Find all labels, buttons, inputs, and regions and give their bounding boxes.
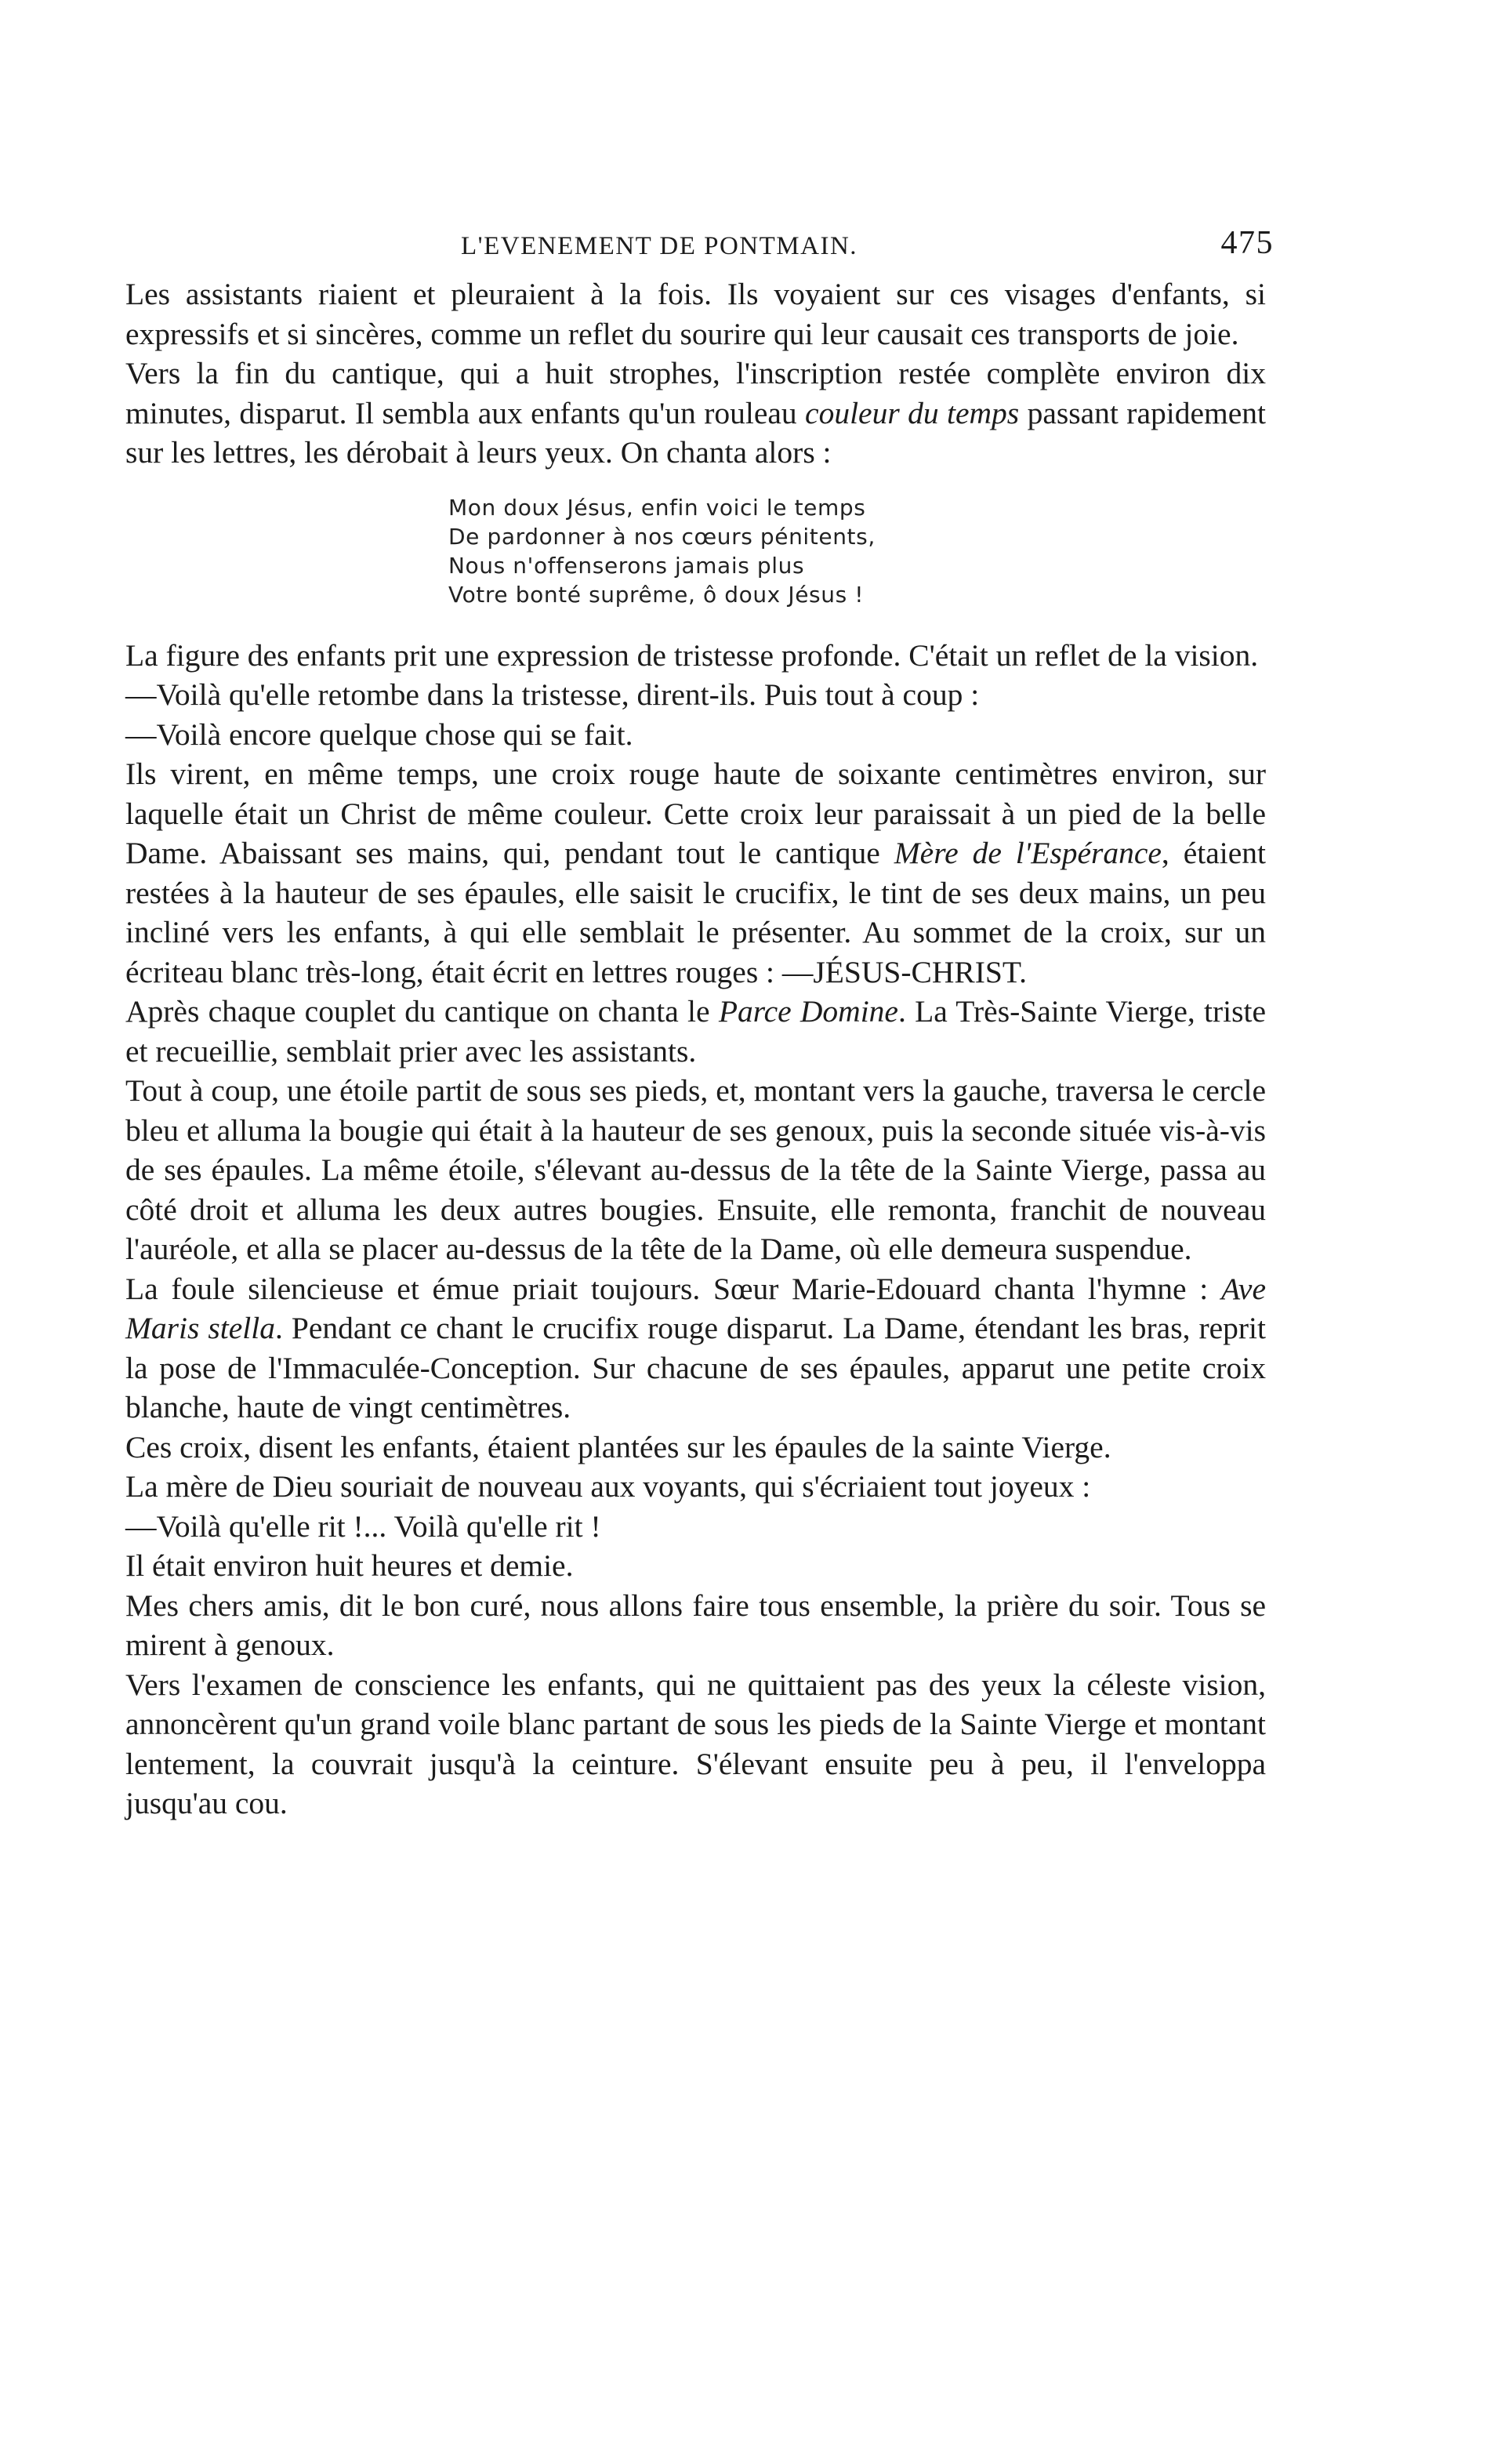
paragraph-2-text-c: passant rapidement sur les lettres, les dérobait à leurs yeux. On chanta alors : bbox=[125, 395, 1266, 470]
paragraph-6-text-a: Ils virent, en même temps, une croix rouge haute de soixante centimètres environ, sur laquelle était un Christ de même couleur. Cette croix leur paraissait à un pied de la belle Dame. Abaissant ses mains, qui, pendant tout le cantique bbox=[125, 757, 1266, 870]
paragraph-15: Vers l'examen de conscience les enfants, qui ne quittaient pas des yeux la céleste vision, annoncèrent qu'un grand voile blanc partant de sous les pieds de la Sainte Vierge et montant lentement, la couvrait jusqu'à la ceinture. S'élevant ensuite peu à peu, il l'enveloppa jusqu'au cou. bbox=[125, 1667, 1266, 1820]
paragraph-3: La figure des enfants prit une expression de tristesse profonde. C'était un reflet de la vision. bbox=[125, 637, 1259, 673]
body-text bbox=[125, 274, 1266, 1823]
paragraph-2-text-a: Vers la fin du cantique, qui a huit strophes, l'inscription restée complète environ dix minutes, disparut. Il sembla aux enfants qu'un rouleau bbox=[125, 356, 1266, 430]
running-title: L'EVENEMENT DE PONTMAIN. bbox=[461, 232, 858, 260]
paragraph-6 bbox=[125, 754, 1266, 992]
paragraph-7-italic: Parce Domine bbox=[718, 994, 898, 1029]
page-number: 475 bbox=[1220, 225, 1274, 261]
paragraph-8: Tout à coup, une étoile partit de sous ses pieds, et, montant vers la gauche, traversa le cercle bleu et alluma la bougie qui était à la hauteur de ses genoux, puis la seconde située vis-à-vis de ses épaules. La même étoile, s'élevant au-dessus de la tête de la Sainte Vierge, passa au côté droit et alluma les deux autres bougies. Ensuite, elle remonta, franchit de nouveau l'auréole, et alla se placer au-dessus de la tête de la Dame, où elle demeura suspendue. bbox=[125, 1073, 1266, 1266]
paragraph-14: Mes chers amis, dit le bon curé, nous allons faire tous ensemble, la prière du soir. Tous se mirent à genoux. bbox=[125, 1588, 1266, 1662]
paragraph-6-italic: Mère de l'Espérance bbox=[894, 836, 1162, 870]
verse-line-2: De pardonner à nos cœurs pénitents, bbox=[448, 523, 876, 550]
verse-spacer bbox=[125, 626, 1266, 636]
running-head bbox=[125, 225, 1274, 274]
paragraph-12: —Voilà qu'elle rit !... Voilà qu'elle rit ! bbox=[125, 1508, 601, 1544]
paragraph-9-text-a: La foule silencieuse et émue priait toujours. Sœur Marie-Edouard chanta l'hymne : bbox=[125, 1271, 1221, 1306]
paragraph-6-text-c: , étaient restées à la hauteur de ses épaules, elle saisit le crucifix, le tint de ses deux mains, un peu incliné vers les enfants, à qui elle semblait le présenter. Au sommet de la croix, sur un écriteau blanc très-long, était écrit en lettres rouges : bbox=[125, 836, 1266, 989]
paragraph-2 bbox=[125, 354, 1266, 473]
paragraph-10: Ces croix, disent les enfants, étaient plantées sur les épaules de la sainte Vierge. bbox=[125, 1429, 1111, 1464]
paragraph-7 bbox=[125, 992, 1266, 1071]
paragraph-13: Il était environ huit heures et demie. bbox=[125, 1548, 574, 1583]
paragraph-9 bbox=[125, 1269, 1266, 1428]
verse-line-3: Nous n'offenserons jamais plus bbox=[448, 552, 805, 579]
paragraph-2-italic: couleur du temps bbox=[805, 395, 1020, 430]
paragraph-5: —Voilà encore quelque chose qui se fait. bbox=[125, 717, 633, 752]
paragraph-9-text-c: . Pendant ce chant le crucifix rouge disparut. La Dame, étendant les bras, reprit la pose de l'Immaculée-Conception. Sur chacune de ses épaules, apparut une petite croix blanche, haute de vingt centimètres. bbox=[125, 1311, 1266, 1424]
verse-line-1: Mon doux Jésus, enfin voici le temps bbox=[448, 494, 866, 521]
paragraph-11: La mère de Dieu souriait de nouveau aux voyants, qui s'écriaient tout joyeux : bbox=[125, 1469, 1091, 1504]
book-page bbox=[125, 225, 1274, 1823]
paragraph-9-italic: Ave Maris stella bbox=[125, 1271, 1266, 1345]
paragraph-4: —Voilà qu'elle retombe dans la tristesse, dirent-ils. Puis tout à coup : bbox=[125, 677, 980, 712]
paragraph-1: Les assistants riaient et pleuraient à la fois. Ils voyaient sur ces visages d'enfants, si expressifs et si sincères, comme un reflet du sourire qui leur causait ces transports de joie. bbox=[125, 277, 1266, 351]
paragraph-7-text-c: . La Très-Sainte Vierge, triste et recueillie, semblait prier avec les assistants. bbox=[125, 994, 1266, 1069]
verse-line-4: Votre bonté suprême, ô doux Jésus ! bbox=[448, 581, 865, 608]
hymn-verse bbox=[448, 493, 1266, 609]
paragraph-6-jesus-christ: —JÉSUS-CHRIST. bbox=[781, 954, 1027, 989]
paragraph-7-text-a: Après chaque couplet du cantique on chanta le bbox=[125, 994, 719, 1029]
